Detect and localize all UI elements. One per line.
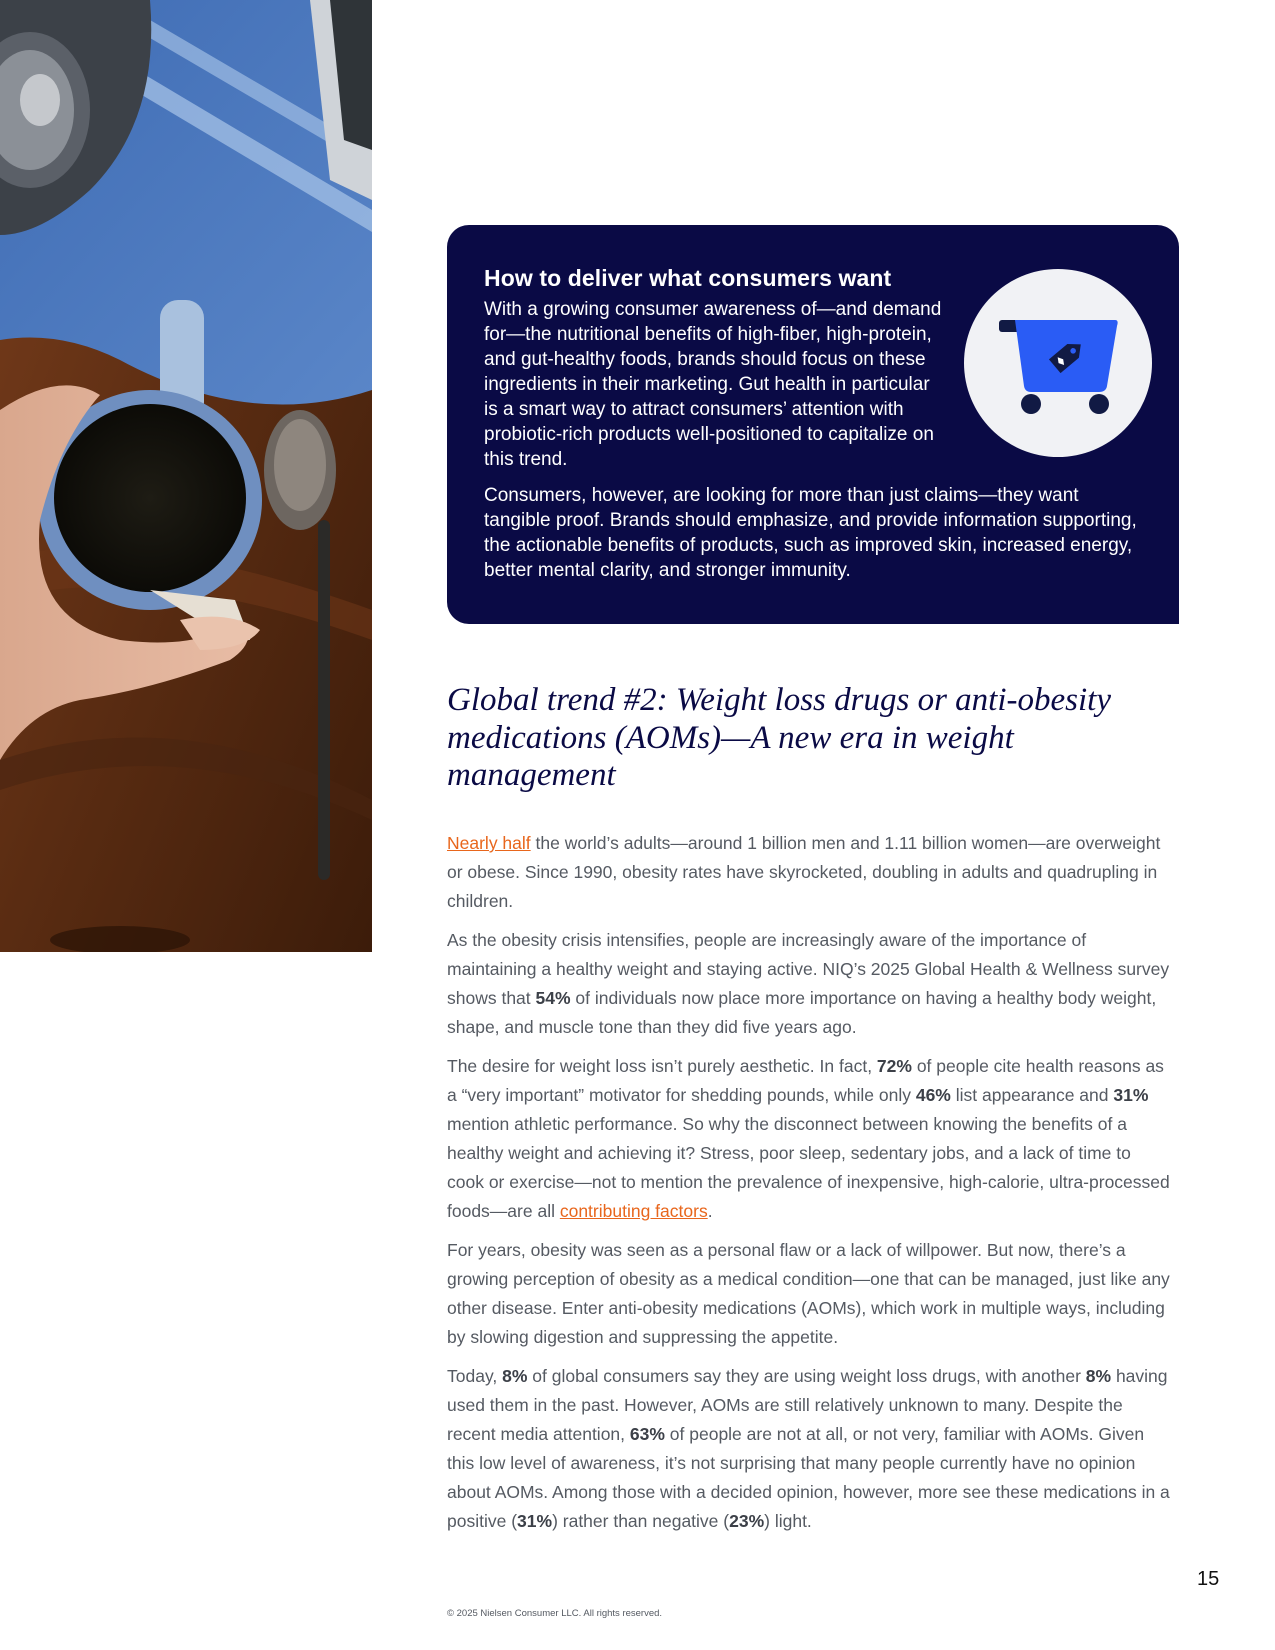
paragraph-medical-condition: For years, obesity was seen as a personal flaw or a lack of willpower. But now, there’s a growing perception of obesity as a medical condition—one that can be managed, just like any other disease. Enter anti-obesity medications (AOMs), which work in multiple ways, including by slowing digestion and suppressing the appetite. [447,1240,1170,1347]
stat-63: 63% [629,1424,665,1444]
callout-paragraph-2: Consumers, however, are looking for more than just claims—they want tangible proof. Brands should emphasize, and provide information supporting, the actionable benefits of products, such as improved skin, increased energy, better mental clarity, and stronger immunity. [484,485,1137,581]
stat-23-negative: 23% [729,1511,765,1531]
stat-54: 54% [535,988,571,1008]
stat-8-past: 8% [1085,1366,1112,1386]
section-title: Global trend #2: Weight loss drugs or anti-obesity medications (AOMs)—A new era in weight management [447,682,1111,793]
stat-8-current: 8% [502,1366,528,1386]
stat-31-positive: 31% [517,1511,553,1531]
stat-46: 46% [915,1085,951,1105]
page-number: 15 [1197,1568,1220,1590]
contributing-factors-link[interactable]: contributing factors [559,1201,708,1221]
cart-icon-badge [964,269,1152,457]
article-body [447,829,1172,1546]
shopping-cart-with-tag-icon [995,300,1121,426]
stat-31-athletic: 31% [1113,1085,1149,1105]
consumer-tips-callout [447,225,1179,624]
callout-paragraph-1: With a growing consumer awareness of—and demand for—the nutritional benefits of high-fiber, high-protein, and gut-healthy foods, brands should focus on these ingredients in their marketing. Gut health in particular is a smart way to attract consumers’ attention with probiotic-rich products well-positioned to capitalize on this trend. [484,299,942,470]
paragraph-obesity-stats: Nearly half the world’s adults—around 1 billion men and 1.11 billion women—are overweight or obese. Since 1990, obesity rates have skyrocketed, doubling in adults and quadrupling in children. [447,833,1161,911]
paragraph-motivation: The desire for weight loss isn’t purely aesthetic. In fact, 72% of people cite health reasons as a “very important” motivator for shedding pounds, while only 46% list appearance and 31% mention athletic performance. So why the disconnect between knowing the benefits of a healthy weight and achieving it? Stress, poor sleep, sedentary jobs, and a lack of time to cook or exercise—not to mention the prevalence of inexpensive, high-calorie, ultra-processed foods—are all contributing factors. [447,1056,1170,1221]
paragraph-awareness: As the obesity crisis intensifies, people are increasingly aware of the importance of maintaining a healthy weight and staying active. NIQ’s 2025 Global Health & Wellness survey shows that 54% of individuals now place more importance on having a healthy body weight, shape, and muscle tone than they did five years ago. [447,930,1170,1037]
callout-title: How to deliver what consumers want [484,265,892,291]
tea-mug-photo-illustration [0,0,372,952]
hero-photo [0,0,372,952]
nearly-half-link[interactable]: Nearly half [447,833,531,853]
stat-72: 72% [876,1056,912,1076]
copyright-notice: © 2025 Nielsen Consumer LLC. All rights reserved. [447,1608,663,1619]
paragraph-aom-usage: Today, 8% of global consumers say they are using weight loss drugs, with another 8% having used them in the past. However, AOMs are still relatively unknown to many. Despite the recent media attention, 63% of people are not at all, or not very, familiar with AOMs. Given this low level of awareness, it’s not surprising that many people currently have no opinion about AOMs. Among those with a decided opinion, however, more see these medications in a positive (31%) rather than negative (23%) light. [447,1366,1170,1531]
